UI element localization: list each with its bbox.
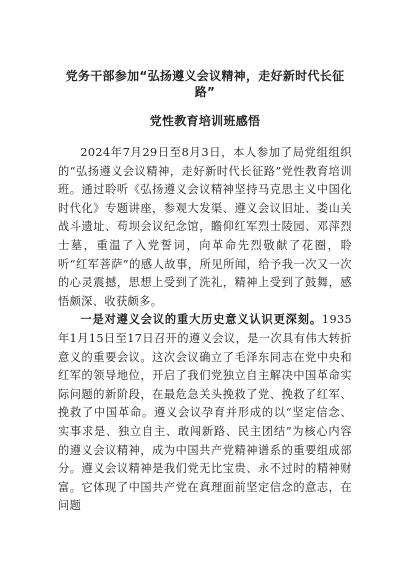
section-1-paragraph bbox=[58, 311, 352, 516]
section-1-text: 1935年1月15日至17日召开的遵义会议，是一次具有伟大转折意义的重要会议。这次会议确立了毛泽东同志在党中央和红军的领导地位，开启了我们党独立自主解决中国革命实际问题的新阶段，在最危急关头挽救了党、挽救了红军、挽救了中国革命。遵义会议孕育并形成的以“坚定信念、实事求是、独立自主、敢闯新路、民主团结”为核心内容的遵义会议精神，成为中国共产党精神谱系的重要组成部分。 bbox=[58, 313, 352, 476]
document-title-line-1: 党务干部参加“弘扬遵义会议精神，走好新时代长征路” bbox=[65, 69, 345, 99]
section-1-heading: 一是对遵义会议的重大历史意义认识更深刻。 bbox=[80, 313, 322, 327]
intro-paragraph: 2024年7月29日至8月3日，本人参加了局党组组织的“弘扬遵义会议精神，走好新时代长征路”党性教育培训班。通过聆听《弘扬遵义会议精神坚持马克思主义中国化时代化》专题讲座，参观大发渠、遵义会议旧址、娄山关战斗遗址、苟坝会议纪念馆，瞻仰红军烈士陵园、邓萍烈士墓，重温了入党誓词，向革命先烈敬献了花圈，聆听“红军菩萨”的感人故事，所见所闻，给予我一次又一次的心灵震撼，思想上受到了洗礼，精神上受到了鼓舞，感悟颇深、收获颇多。 bbox=[58, 146, 352, 308]
document-title-line-2: 党性教育培训班感悟 bbox=[149, 114, 261, 128]
section-1-continued: 遵义会议精神是我们党无比宝贵、永不过时的精神财富。它体现了中国共产党在真理面前坚定信念的意志，在问题 bbox=[58, 462, 352, 513]
